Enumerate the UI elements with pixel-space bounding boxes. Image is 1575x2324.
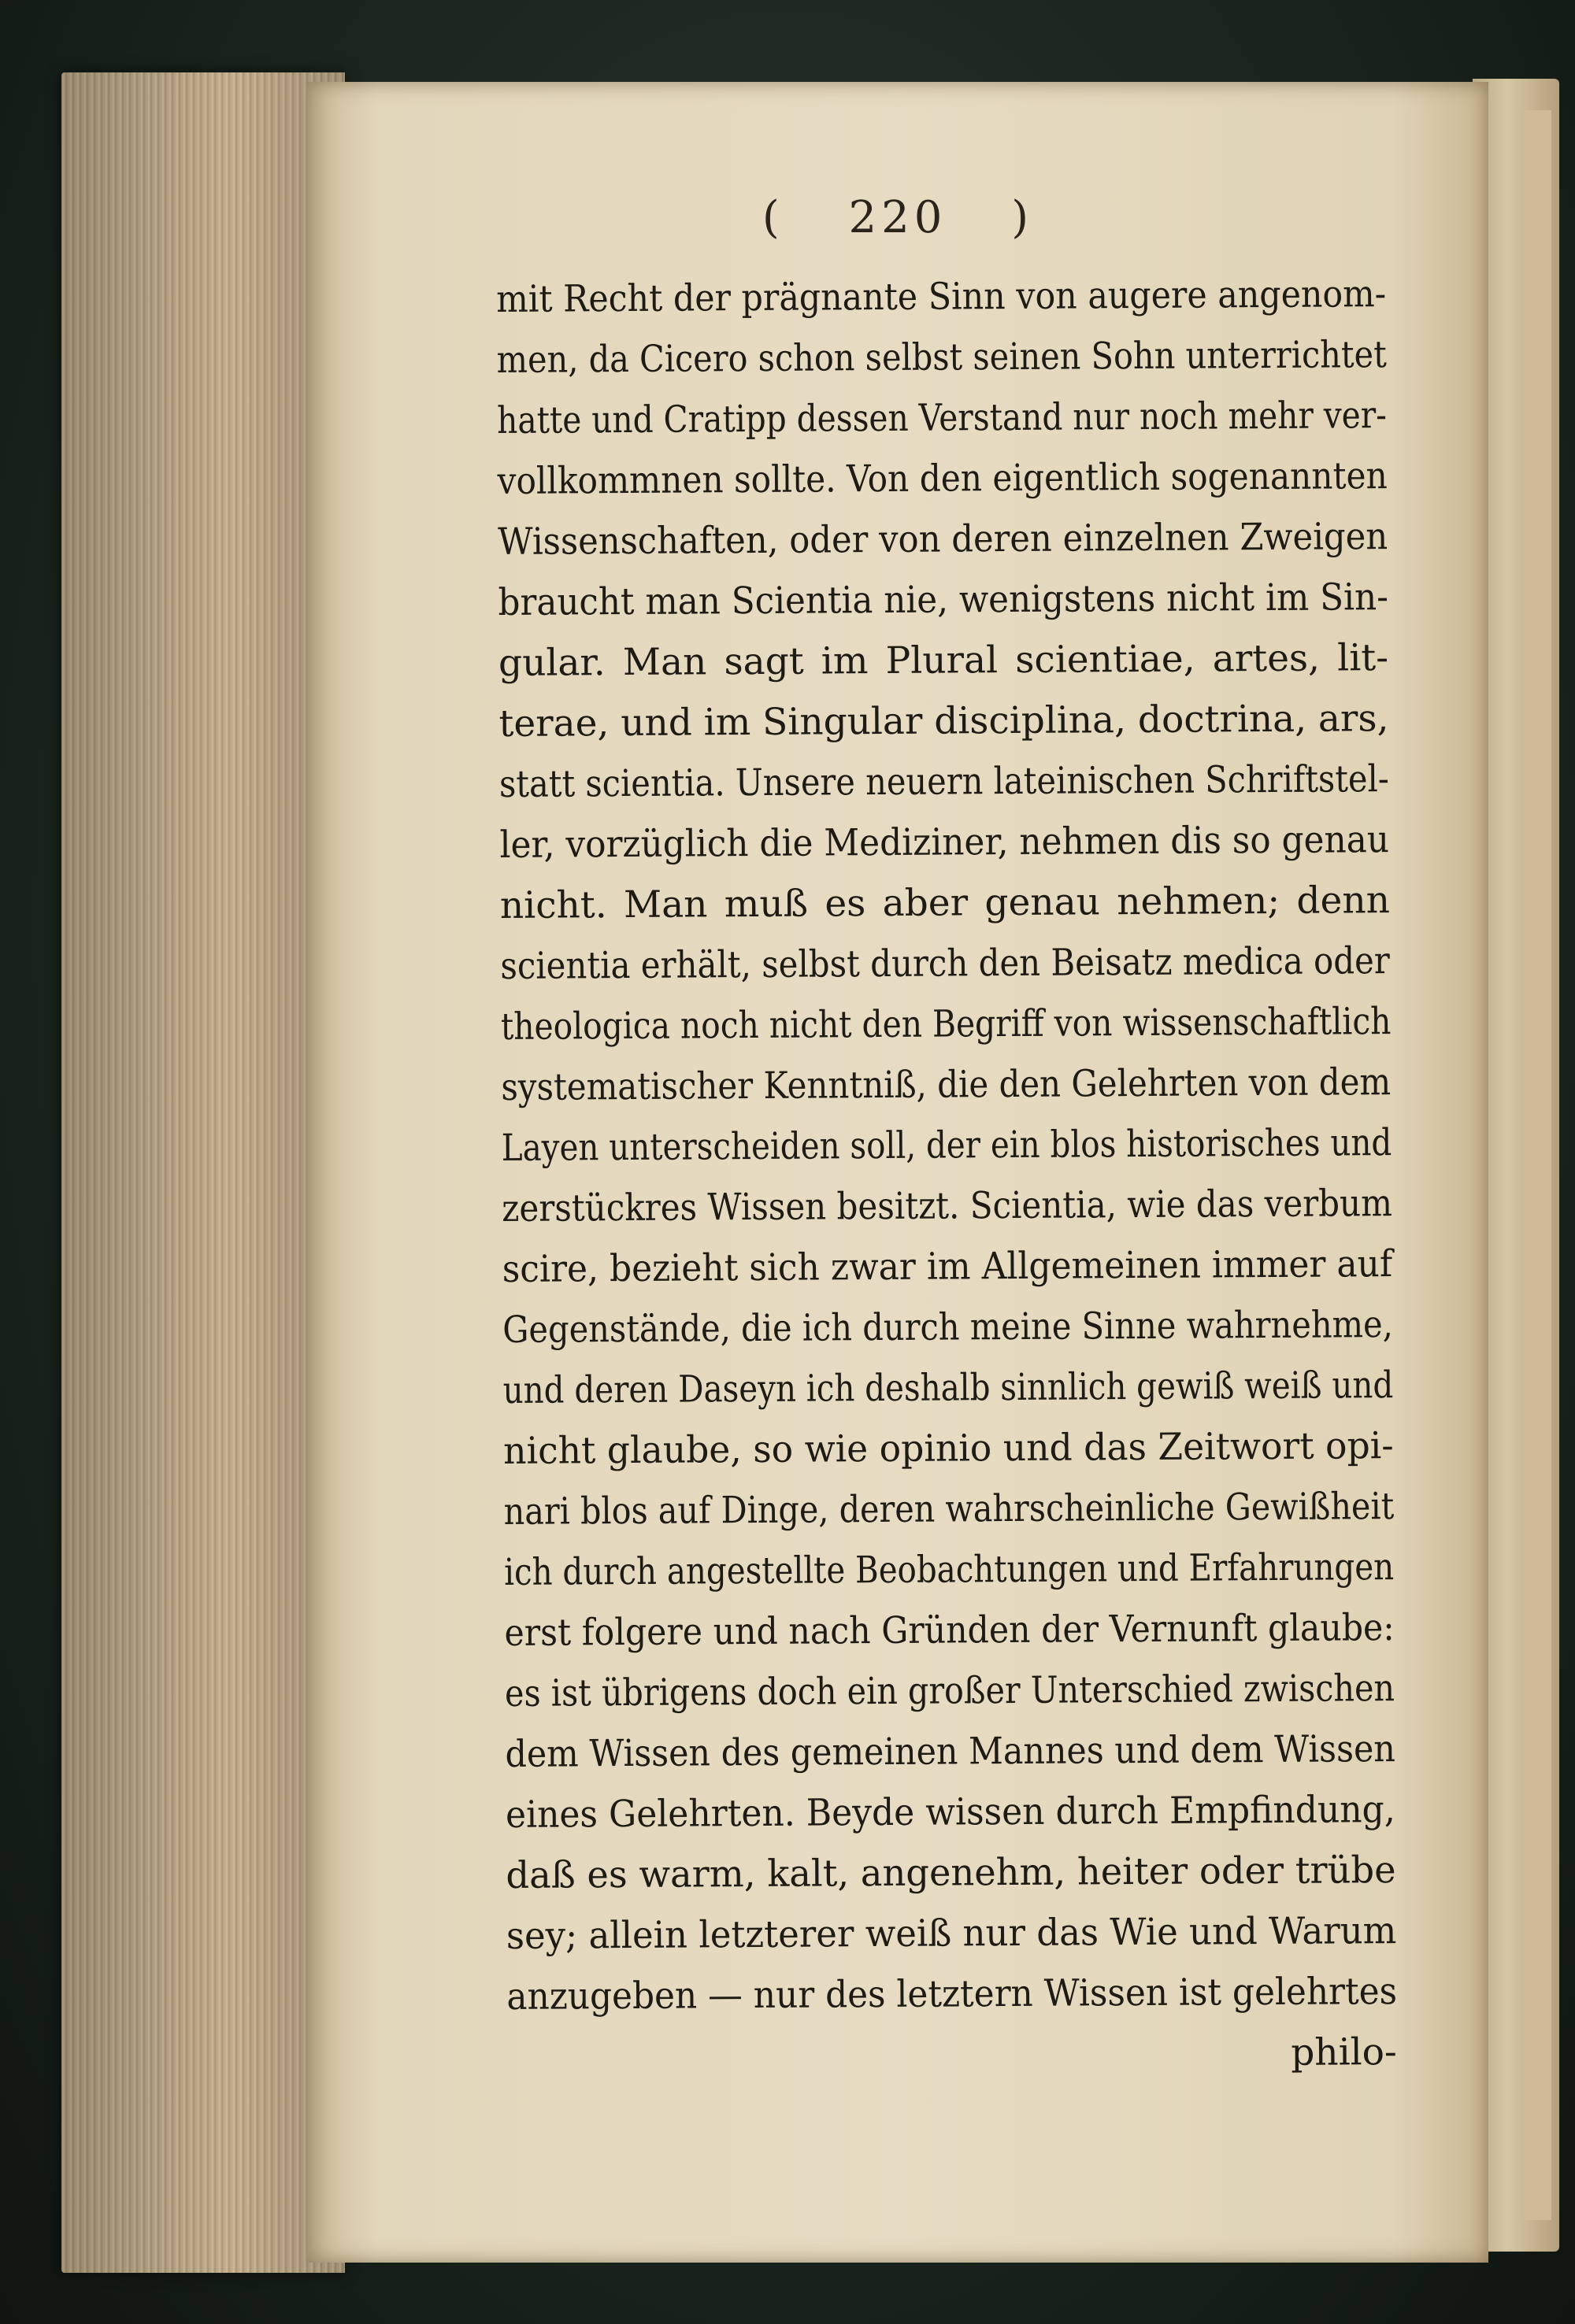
text-line: ich durch angestellte Beobachtungen und Erfahrungen [503,1545,1395,1594]
book-page [307,82,1488,2263]
text-line: vollkommnen sollte. Von den eigentlich sogenannten [497,454,1388,503]
text-line: zerstückres Wissen besitzt. Scientia, wie das verbum [502,1182,1393,1230]
text-line: ler, vorzüglich die Mediziner, nehmen dis so genau [499,818,1390,867]
text-line: eines Gelehrten. Beyde wissen durch Empfindung, [505,1788,1395,1837]
text-line: scire, bezieht sich zwar im Allgemeinen immer auf [502,1242,1393,1291]
text-line: terae, und im Singular disciplina, doctrina, ars, [498,697,1389,746]
text-line: mit Recht der prägnante Sinn von augere angenom- [496,272,1387,321]
text-line: sey; allein letzterer weiß nur das Wie und Warum [506,1909,1397,1958]
page-number-open-paren: ( [762,192,784,243]
text-line: erst folgere und nach Gründen der Vernunft glaube: [504,1606,1395,1655]
text-line: daß es warm, kalt, angenehm, heiter oder trübe [506,1848,1396,1897]
text-line: scientia erhält, selbst durch den Beisatz medica oder [500,939,1390,988]
page-number: 220 [848,192,947,243]
text-line: braucht man Scientia nie, wenigstens nicht im Sin- [498,575,1389,624]
text-line: dem Wissen des gemeinen Mannes und dem Wissen [505,1727,1396,1776]
text-line: men, da Cicero schon selbst seinen Sohn unterrichtet [496,333,1387,382]
page-header [307,192,1488,243]
text-line: Layen unterscheiden soll, der ein blos historisches und [501,1121,1392,1170]
facing-page-inner [1520,110,1551,2220]
text-line: und deren Daseyn ich deshalb sinnlich gewiß weiß und [502,1364,1394,1412]
text-line: Wissenschaften, oder von deren einzelnen Zweigen [497,515,1388,564]
text-line: gular. Man sagt im Plural scientiae, artes, lit- [498,636,1389,685]
book-edge-shading [61,72,345,2273]
text-line: statt scientia. Unsere neuern lateinischen Schriftstel- [498,757,1390,806]
text-line: hatte und Cratipp dessen Verstand nur noch mehr ver- [497,394,1388,442]
text-line: es ist übrigens doch ein großer Unterschied zwischen [504,1667,1395,1715]
text-line: systematischer Kenntniß, die den Gelehrten von dem [501,1060,1392,1109]
body-text [496,269,1398,2088]
text-line: nari blos auf Dinge, deren wahrscheinliche Gewißheit [503,1485,1395,1534]
text-line: theologica noch nicht den Begriff von wissenschaftlich [500,1000,1392,1049]
page-number-close-paren: ) [1011,192,1034,243]
text-line: anzugeben — nur des letztern Wissen ist gelehrtes [506,1970,1398,2019]
catchword: philo- [1291,2030,1398,2074]
text-line: nicht. Man muß es aber genau nehmen; denn [499,879,1391,927]
text-line: nicht glaube, so wie opinio und das Zeitwort opi- [503,1424,1394,1473]
text-line: Gegenstände, die ich durch meine Sinne wahrnehme, [502,1303,1394,1352]
